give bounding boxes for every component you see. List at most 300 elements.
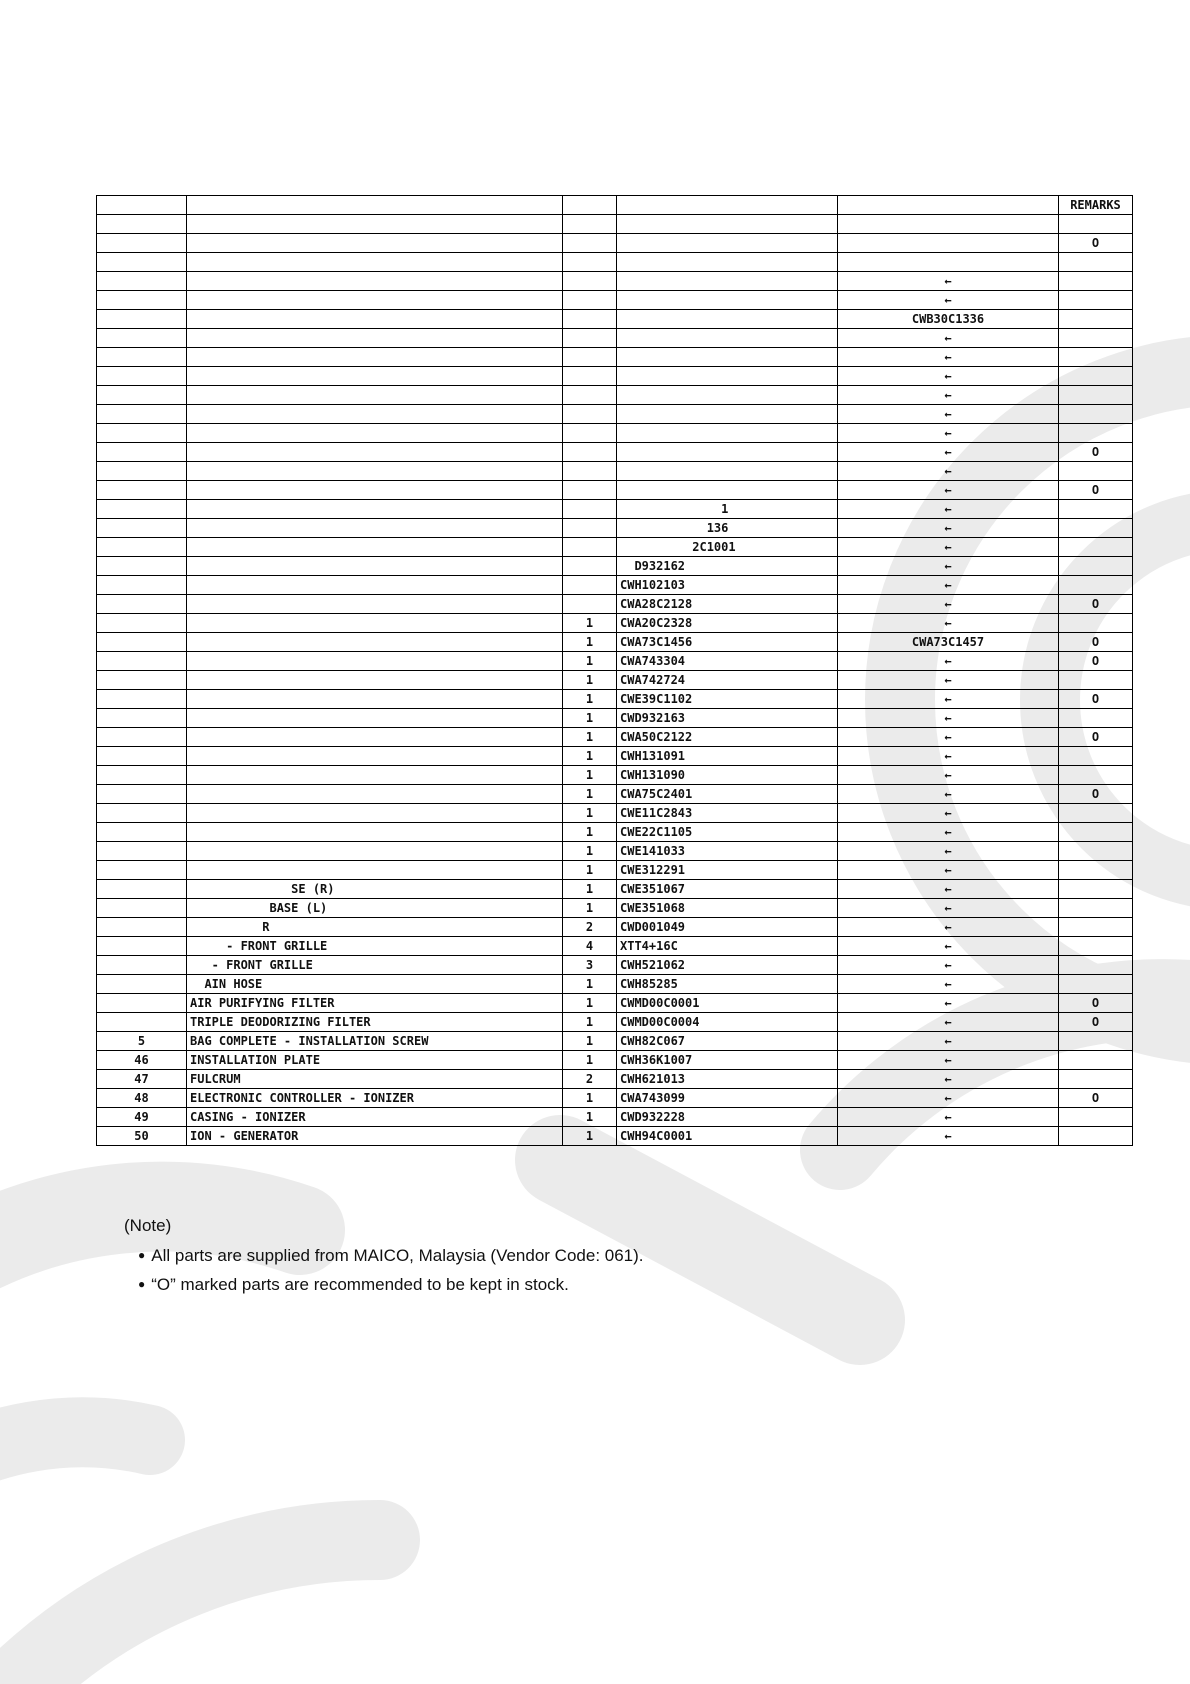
remarks-cell	[1059, 215, 1133, 234]
remarks-cell	[1059, 367, 1133, 386]
part-name-cell: INSTALLATION PLATE	[187, 1051, 563, 1070]
remarks-cell: O	[1059, 690, 1133, 709]
alt-part-no-cell: ←	[838, 367, 1059, 386]
qty-cell	[563, 538, 617, 557]
table-header-row	[97, 196, 1133, 215]
ref-no-cell	[97, 424, 187, 443]
remarks-cell: O	[1059, 1013, 1133, 1032]
part-name-cell: TRIPLE DEODORIZING FILTER	[187, 1013, 563, 1032]
table-row	[97, 1032, 1133, 1051]
table-row	[97, 937, 1133, 956]
ref-no-cell	[97, 728, 187, 747]
ref-no-cell	[97, 785, 187, 804]
part-no-cell	[617, 253, 838, 272]
alt-part-no-cell: ←	[838, 728, 1059, 747]
part-name-cell	[187, 538, 563, 557]
remarks-cell	[1059, 424, 1133, 443]
ref-no-cell	[97, 272, 187, 291]
part-name-cell	[187, 481, 563, 500]
remarks-cell	[1059, 519, 1133, 538]
ref-no-cell	[97, 291, 187, 310]
ref-no-cell	[97, 500, 187, 519]
table-row	[97, 690, 1133, 709]
part-name-cell	[187, 576, 563, 595]
ref-no-cell	[97, 842, 187, 861]
remarks-cell	[1059, 462, 1133, 481]
part-no-cell	[617, 462, 838, 481]
remarks-cell	[1059, 310, 1133, 329]
remarks-header: REMARKS	[1059, 196, 1133, 215]
alt-part-no-cell: ←	[838, 405, 1059, 424]
part-name-cell	[187, 462, 563, 481]
remarks-cell	[1059, 348, 1133, 367]
table-row	[97, 652, 1133, 671]
ref-no-cell: 49	[97, 1108, 187, 1127]
part-name-cell: ION - GENERATOR	[187, 1127, 563, 1146]
alt-part-no-cell: ←	[838, 671, 1059, 690]
remarks-cell: O	[1059, 994, 1133, 1013]
note-item	[138, 1246, 644, 1266]
part-no-cell	[617, 481, 838, 500]
table-row	[97, 918, 1133, 937]
qty-cell: 2	[563, 1070, 617, 1089]
ref-no-cell	[97, 709, 187, 728]
remarks-cell	[1059, 576, 1133, 595]
ref-no-cell: 5	[97, 1032, 187, 1051]
qty-cell	[563, 367, 617, 386]
qty-cell	[563, 291, 617, 310]
table-row	[97, 348, 1133, 367]
ref-no-cell	[97, 994, 187, 1013]
qty-cell: 3	[563, 956, 617, 975]
remarks-cell	[1059, 671, 1133, 690]
ref-no-cell	[97, 234, 187, 253]
alt-part-no-cell: ←	[838, 557, 1059, 576]
ref-no-cell	[97, 367, 187, 386]
remarks-cell	[1059, 804, 1133, 823]
part-no-cell: CWA75C2401	[617, 785, 838, 804]
ref-no-cell	[97, 690, 187, 709]
qty-cell: 1	[563, 1108, 617, 1127]
remarks-cell: O	[1059, 234, 1133, 253]
bullet-icon: ●	[138, 1248, 146, 1262]
table-row	[97, 1108, 1133, 1127]
qty-cell: 1	[563, 709, 617, 728]
alt-part-no-cell: ←	[838, 823, 1059, 842]
qty-cell: 1	[563, 1089, 617, 1108]
alt-part-no-cell	[838, 253, 1059, 272]
remarks-cell: O	[1059, 1089, 1133, 1108]
ref-no-cell	[97, 1013, 187, 1032]
part-name-cell	[187, 405, 563, 424]
part-name-cell	[187, 519, 563, 538]
part-name-cell	[187, 424, 563, 443]
table-row	[97, 975, 1133, 994]
note-item-text: “O” marked parts are recommended to be kept in stock.	[151, 1275, 569, 1294]
ref-no-cell	[97, 348, 187, 367]
remarks-cell	[1059, 861, 1133, 880]
part-name-cell: CASING - IONIZER	[187, 1108, 563, 1127]
part-no-cell	[617, 367, 838, 386]
remarks-cell	[1059, 975, 1133, 994]
alt-part-no-cell: ←	[838, 386, 1059, 405]
remarks-cell	[1059, 1032, 1133, 1051]
header-cell	[187, 196, 563, 215]
part-name-cell: - FRONT GRILLE	[187, 956, 563, 975]
ref-no-cell: 47	[97, 1070, 187, 1089]
alt-part-no-cell: ←	[838, 880, 1059, 899]
table-row	[97, 823, 1133, 842]
table-row	[97, 310, 1133, 329]
qty-cell: 1	[563, 747, 617, 766]
ref-no-cell: 48	[97, 1089, 187, 1108]
part-no-cell: CWE39C1102	[617, 690, 838, 709]
table-row	[97, 956, 1133, 975]
part-name-cell: BAG COMPLETE - INSTALLATION SCREW	[187, 1032, 563, 1051]
ref-no-cell	[97, 310, 187, 329]
remarks-cell	[1059, 1127, 1133, 1146]
alt-part-no-cell: ←	[838, 1089, 1059, 1108]
alt-part-no-cell: CWB30C1336	[838, 310, 1059, 329]
part-name-cell	[187, 329, 563, 348]
ref-no-cell	[97, 766, 187, 785]
alt-part-no-cell: ←	[838, 1051, 1059, 1070]
ref-no-cell	[97, 481, 187, 500]
alt-part-no-cell: ←	[838, 519, 1059, 538]
header-cell	[838, 196, 1059, 215]
alt-part-no-cell: ←	[838, 937, 1059, 956]
part-no-cell: CWH36K1007	[617, 1051, 838, 1070]
part-no-cell: CWH131090	[617, 766, 838, 785]
part-no-cell	[617, 310, 838, 329]
table-row	[97, 291, 1133, 310]
ref-no-cell	[97, 215, 187, 234]
remarks-cell	[1059, 918, 1133, 937]
remarks-cell	[1059, 386, 1133, 405]
part-no-cell: CWA743304	[617, 652, 838, 671]
table-row	[97, 633, 1133, 652]
alt-part-no-cell: ←	[838, 861, 1059, 880]
part-name-cell	[187, 348, 563, 367]
ref-no-cell	[97, 443, 187, 462]
part-name-cell	[187, 671, 563, 690]
part-name-cell	[187, 633, 563, 652]
part-name-cell	[187, 709, 563, 728]
remarks-cell: O	[1059, 595, 1133, 614]
remarks-cell	[1059, 1051, 1133, 1070]
note-item-text: All parts are supplied from MAICO, Malaysia (Vendor Code: 061).	[151, 1246, 644, 1265]
qty-cell	[563, 424, 617, 443]
qty-cell: 1	[563, 880, 617, 899]
table-row	[97, 519, 1133, 538]
qty-cell: 1	[563, 804, 617, 823]
part-name-cell	[187, 557, 563, 576]
table-row	[97, 728, 1133, 747]
part-no-cell: CWD001049	[617, 918, 838, 937]
part-no-cell: CWH85285	[617, 975, 838, 994]
remarks-cell	[1059, 937, 1133, 956]
qty-cell: 1	[563, 1127, 617, 1146]
part-no-cell: CWMD00C0004	[617, 1013, 838, 1032]
alt-part-no-cell: ←	[838, 481, 1059, 500]
table-row	[97, 538, 1133, 557]
part-no-cell: CWA742724	[617, 671, 838, 690]
part-no-cell: CWH521062	[617, 956, 838, 975]
part-no-cell: CWE351068	[617, 899, 838, 918]
qty-cell: 1	[563, 728, 617, 747]
qty-cell	[563, 481, 617, 500]
part-name-cell: SE (R)	[187, 880, 563, 899]
part-name-cell	[187, 690, 563, 709]
remarks-cell	[1059, 766, 1133, 785]
header-cell	[617, 196, 838, 215]
qty-cell	[563, 500, 617, 519]
remarks-cell	[1059, 557, 1133, 576]
part-no-cell: CWE11C2843	[617, 804, 838, 823]
alt-part-no-cell	[838, 215, 1059, 234]
part-name-cell	[187, 595, 563, 614]
part-name-cell	[187, 215, 563, 234]
table-row	[97, 842, 1133, 861]
part-no-cell	[617, 234, 838, 253]
table-row	[97, 234, 1133, 253]
remarks-cell	[1059, 500, 1133, 519]
qty-cell: 1	[563, 671, 617, 690]
qty-cell: 1	[563, 690, 617, 709]
alt-part-no-cell: ←	[838, 500, 1059, 519]
part-name-cell: BASE (L)	[187, 899, 563, 918]
ref-no-cell	[97, 652, 187, 671]
table-row	[97, 671, 1133, 690]
remarks-cell	[1059, 253, 1133, 272]
table-row	[97, 272, 1133, 291]
part-no-cell	[617, 348, 838, 367]
part-no-cell: CWD932163	[617, 709, 838, 728]
qty-cell	[563, 443, 617, 462]
part-no-cell: XTT4+16C	[617, 937, 838, 956]
ref-no-cell	[97, 823, 187, 842]
qty-cell	[563, 253, 617, 272]
table-row	[97, 462, 1133, 481]
qty-cell: 1	[563, 766, 617, 785]
alt-part-no-cell: ←	[838, 329, 1059, 348]
alt-part-no-cell: ←	[838, 994, 1059, 1013]
part-no-cell: CWE141033	[617, 842, 838, 861]
alt-part-no-cell: ←	[838, 975, 1059, 994]
alt-part-no-cell: ←	[838, 614, 1059, 633]
qty-cell: 1	[563, 652, 617, 671]
alt-part-no-cell: ←	[838, 785, 1059, 804]
remarks-cell	[1059, 709, 1133, 728]
alt-part-no-cell: ←	[838, 272, 1059, 291]
part-no-cell: 136	[617, 519, 838, 538]
alt-part-no-cell: CWA73C1457	[838, 633, 1059, 652]
qty-cell: 1	[563, 1051, 617, 1070]
part-name-cell	[187, 823, 563, 842]
table-row	[97, 880, 1133, 899]
qty-cell: 1	[563, 842, 617, 861]
remarks-cell	[1059, 956, 1133, 975]
part-no-cell: 1	[617, 500, 838, 519]
qty-cell	[563, 234, 617, 253]
remarks-cell: O	[1059, 443, 1133, 462]
ref-no-cell	[97, 671, 187, 690]
ref-no-cell	[97, 386, 187, 405]
part-name-cell	[187, 804, 563, 823]
ref-no-cell	[97, 804, 187, 823]
table-row	[97, 709, 1133, 728]
part-no-cell	[617, 443, 838, 462]
ref-no-cell	[97, 557, 187, 576]
ref-no-cell: 46	[97, 1051, 187, 1070]
qty-cell: 1	[563, 861, 617, 880]
ref-no-cell	[97, 880, 187, 899]
part-name-cell: AIR PURIFYING FILTER	[187, 994, 563, 1013]
part-name-cell	[187, 386, 563, 405]
table-row	[97, 1070, 1133, 1089]
ref-no-cell	[97, 462, 187, 481]
ref-no-cell: 50	[97, 1127, 187, 1146]
remarks-cell	[1059, 538, 1133, 557]
qty-cell	[563, 310, 617, 329]
part-no-cell: CWE351067	[617, 880, 838, 899]
ref-no-cell	[97, 937, 187, 956]
note-section	[124, 1216, 644, 1304]
part-no-cell: CWH94C0001	[617, 1127, 838, 1146]
alt-part-no-cell: ←	[838, 956, 1059, 975]
qty-cell	[563, 519, 617, 538]
ref-no-cell	[97, 633, 187, 652]
qty-cell	[563, 329, 617, 348]
table-row	[97, 481, 1133, 500]
ref-no-cell	[97, 747, 187, 766]
alt-part-no-cell: ←	[838, 690, 1059, 709]
remarks-cell: O	[1059, 652, 1133, 671]
alt-part-no-cell: ←	[838, 576, 1059, 595]
ref-no-cell	[97, 861, 187, 880]
remarks-cell	[1059, 880, 1133, 899]
table-row	[97, 215, 1133, 234]
remarks-cell	[1059, 823, 1133, 842]
part-name-cell: R	[187, 918, 563, 937]
qty-cell: 1	[563, 785, 617, 804]
part-no-cell	[617, 291, 838, 310]
part-name-cell	[187, 728, 563, 747]
part-name-cell: - FRONT GRILLE	[187, 937, 563, 956]
alt-part-no-cell: ←	[838, 462, 1059, 481]
part-no-cell: CWH131091	[617, 747, 838, 766]
qty-cell: 1	[563, 823, 617, 842]
table-row	[97, 405, 1133, 424]
table-row	[97, 557, 1133, 576]
part-no-cell: CWH82C067	[617, 1032, 838, 1051]
part-no-cell: CWA28C2128	[617, 595, 838, 614]
remarks-cell	[1059, 405, 1133, 424]
note-title: (Note)	[124, 1216, 172, 1235]
part-name-cell	[187, 861, 563, 880]
ref-no-cell	[97, 538, 187, 557]
table-row	[97, 899, 1133, 918]
remarks-cell	[1059, 329, 1133, 348]
ref-no-cell	[97, 576, 187, 595]
part-no-cell	[617, 386, 838, 405]
remarks-cell: O	[1059, 785, 1133, 804]
qty-cell: 1	[563, 899, 617, 918]
part-name-cell	[187, 234, 563, 253]
table-row	[97, 1013, 1133, 1032]
table-row	[97, 1051, 1133, 1070]
alt-part-no-cell: ←	[838, 1127, 1059, 1146]
ref-no-cell	[97, 956, 187, 975]
qty-cell: 2	[563, 918, 617, 937]
qty-cell: 1	[563, 614, 617, 633]
table-row	[97, 595, 1133, 614]
part-no-cell: CWA20C2328	[617, 614, 838, 633]
qty-cell	[563, 348, 617, 367]
alt-part-no-cell: ←	[838, 348, 1059, 367]
ref-no-cell	[97, 595, 187, 614]
table-row	[97, 994, 1133, 1013]
ref-no-cell	[97, 253, 187, 272]
qty-cell	[563, 595, 617, 614]
qty-cell: 1	[563, 994, 617, 1013]
alt-part-no-cell: ←	[838, 709, 1059, 728]
ref-no-cell	[97, 405, 187, 424]
remarks-cell	[1059, 842, 1133, 861]
remarks-cell: O	[1059, 728, 1133, 747]
alt-part-no-cell: ←	[838, 766, 1059, 785]
ref-no-cell	[97, 519, 187, 538]
part-no-cell: 2C1001	[617, 538, 838, 557]
part-no-cell: CWE312291	[617, 861, 838, 880]
table-row	[97, 1127, 1133, 1146]
part-name-cell	[187, 766, 563, 785]
qty-cell: 4	[563, 937, 617, 956]
part-no-cell: CWA743099	[617, 1089, 838, 1108]
part-no-cell: CWH102103	[617, 576, 838, 595]
part-no-cell	[617, 272, 838, 291]
parts-table	[96, 195, 1133, 1146]
part-no-cell: CWH621013	[617, 1070, 838, 1089]
table-row	[97, 747, 1133, 766]
qty-cell: 1	[563, 1032, 617, 1051]
qty-cell: 1	[563, 975, 617, 994]
alt-part-no-cell: ←	[838, 842, 1059, 861]
remarks-cell	[1059, 899, 1133, 918]
table-row	[97, 253, 1133, 272]
alt-part-no-cell: ←	[838, 1070, 1059, 1089]
part-no-cell: CWD932228	[617, 1108, 838, 1127]
alt-part-no-cell	[838, 234, 1059, 253]
remarks-cell: O	[1059, 481, 1133, 500]
alt-part-no-cell: ←	[838, 1108, 1059, 1127]
part-name-cell	[187, 747, 563, 766]
part-name-cell	[187, 291, 563, 310]
part-name-cell	[187, 443, 563, 462]
part-no-cell: CWE22C1105	[617, 823, 838, 842]
table-row	[97, 614, 1133, 633]
qty-cell	[563, 215, 617, 234]
alt-part-no-cell: ←	[838, 1013, 1059, 1032]
remarks-cell	[1059, 1108, 1133, 1127]
qty-cell	[563, 405, 617, 424]
alt-part-no-cell: ←	[838, 595, 1059, 614]
table-row	[97, 386, 1133, 405]
remarks-cell	[1059, 1070, 1133, 1089]
part-no-cell	[617, 405, 838, 424]
qty-cell	[563, 557, 617, 576]
part-name-cell	[187, 842, 563, 861]
